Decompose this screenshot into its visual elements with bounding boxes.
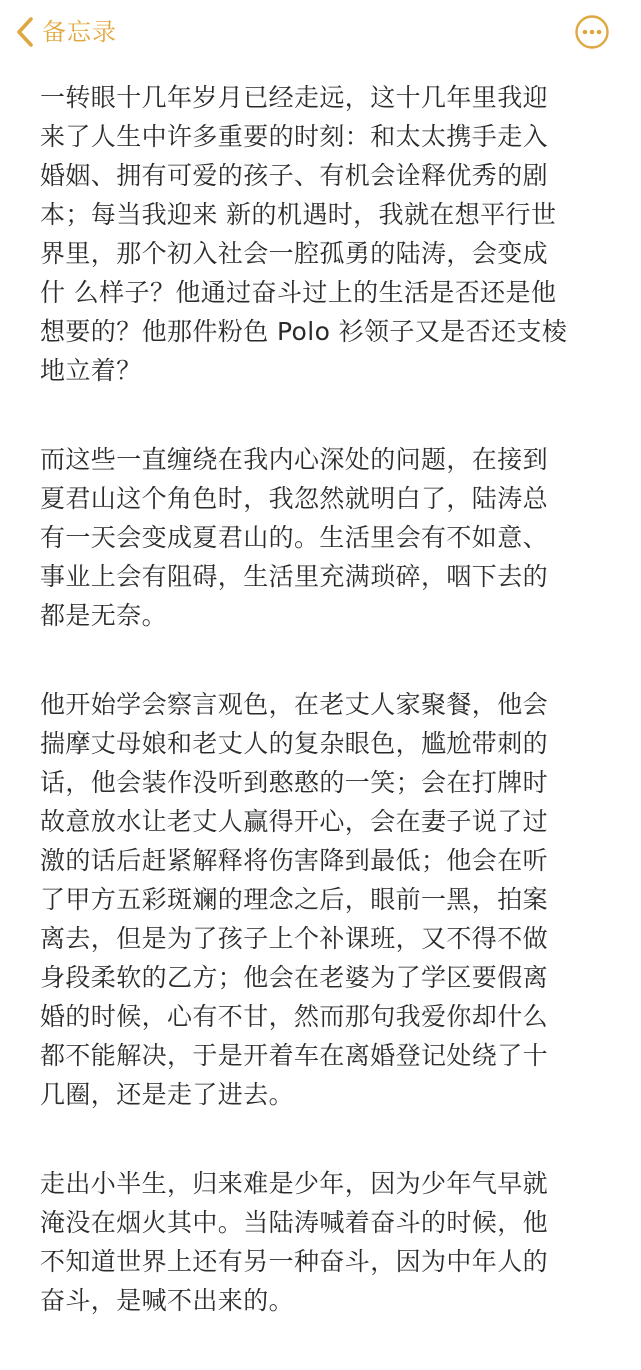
text-line: 夏君山这个角色时，我忽然就明白了，陆涛总 [40,484,549,513]
text-line: 都是无奈。 [40,601,168,630]
paragraph-4 [40,1164,620,1320]
text-line: 激的话后赶紧解释将伤害降到最低；他会在听 [40,846,549,875]
text-line: 故意放水让老丈人赢得开心，会在妻子说了过 [40,807,549,836]
more-ellipsis-icon [574,14,610,50]
text-line: 来了人生中许多重要的时刻：和太太携手走入 [40,122,549,151]
more-button[interactable] [574,14,610,50]
text-line: 揣摩丈母娘和老丈人的复杂眼色，尴尬带刺的 [40,729,549,758]
text-line: 一转眼十几年岁月已经走远，这十几年里我迎 [40,83,549,112]
text-line: 事业上会有阻碍，生活里充满琐碎，咽下去的 [40,562,549,591]
text-line: 婚的时候，心有不甘，然而那句我爱你却什么 [40,1002,549,1031]
text-line: 了甲方五彩斑斓的理念之后，眼前一黑，拍案 [40,885,549,914]
nav-bar [0,0,641,66]
paragraph-3 [40,685,620,1114]
back-label: 备忘录 [42,18,117,46]
text-line: 走出小半生，归来难是少年，因为少年气早就 [40,1169,549,1198]
text-line: 离去，但是为了孩子上个补课班，又不得不做 [40,924,549,953]
note-body[interactable] [40,78,620,1370]
text-line: 有一天会变成夏君山的。生活里会有不如意、 [40,523,549,552]
chevron-left-icon [14,15,36,49]
text-line: 他开始学会察言观色，在老丈人家聚餐，他会 [40,690,549,719]
text-line: 本；每当我迎来 新的机遇时，我就在想平行世 [40,200,557,229]
back-button[interactable] [14,14,117,50]
text-line: 婚姻、拥有可爱的孩子、有机会诠释优秀的剧 [40,161,549,190]
text-line: 想要的？他那件粉色 Polo 衫领子又是否还支棱 [40,317,568,346]
text-line: 而这些一直缠绕在我内心深处的问题，在接到 [40,445,549,474]
text-line: 淹没在烟火其中。当陆涛喊着奋斗的时候，他 [40,1208,549,1237]
text-line: 地立着？ [40,356,142,385]
text-line: 都不能解决，于是开着车在离婚登记处绕了十 [40,1041,549,1070]
paragraph-2 [40,440,620,635]
text-line: 什 么样子？他通过奋斗过上的生活是否还是他 [40,278,557,307]
text-line: 话，他会装作没听到憨憨的一笑；会在打牌时 [40,768,549,797]
text-line: 身段柔软的乙方；他会在老婆为了学区要假离 [40,963,549,992]
text-line: 不知道世界上还有另一种奋斗，因为中年人的 [40,1247,549,1276]
text-line: 几圈，还是走了进去。 [40,1080,295,1109]
paragraph-1 [40,78,620,390]
text-line: 奋斗，是喊不出来的。 [40,1286,295,1315]
text-line: 界里，那个初入社会一腔孤勇的陆涛，会变成 [40,239,549,268]
